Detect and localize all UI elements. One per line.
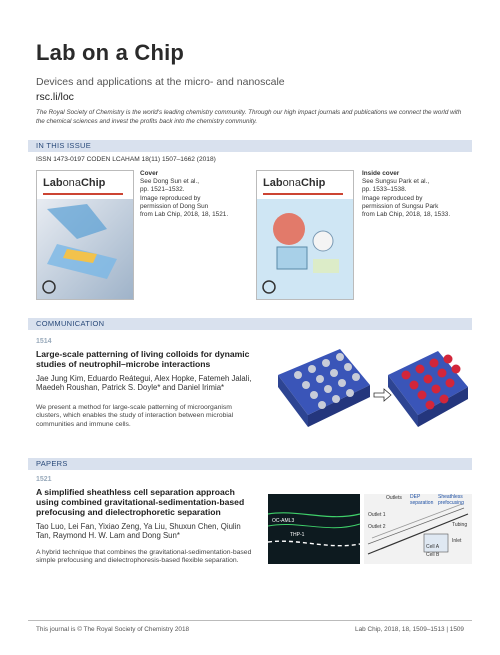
article-title[interactable]: Large-scale patterning of living colloids for dynamic studies of neutrophil–microbe interactions — [36, 349, 250, 370]
cover-tag-stripe — [43, 193, 123, 195]
figure-label: OC-AML3 — [272, 518, 295, 524]
article-abstract: We present a method for large-scale patterning of microorganism clusters, which enables the study of interaction between microbial communities and immune cells. — [36, 404, 234, 428]
article-abstract: A hybrid technique that combines the gravitational-sedimentation-based simple prefocusing and dielectrophoresis-based flexible separation. — [36, 549, 252, 565]
cover-caption-line: See Sungsu Park et al., — [362, 178, 430, 186]
footer-copyright: This journal is © The Royal Society of Chemistry 2018 — [36, 626, 190, 633]
article-page-number: 1514 — [36, 338, 52, 345]
figure-label: Outlet 2 — [368, 524, 386, 530]
inside-cover-label: Inside cover — [362, 170, 400, 177]
figure-label: DEP separation — [410, 494, 434, 506]
cover-artwork — [37, 199, 133, 299]
cover-caption-line: pp. 1533–1538. — [362, 186, 407, 194]
figure-label: Tubing — [452, 522, 468, 528]
figure-label: Cell B — [426, 552, 440, 558]
papers-figure — [268, 494, 472, 564]
figure-label: Inlet — [452, 538, 462, 544]
article-authors: Jae Jung Kim, Eduardo Reátegui, Alex Hopke, Fatemeh Jalali, Maedeh Roushan, Patrick S. Doyle* and Daniel Irimia* — [36, 374, 252, 393]
in-this-issue-bar: IN THIS ISSUE — [28, 140, 472, 152]
cover-image — [36, 170, 134, 300]
papers-bar: PAPERS — [28, 458, 472, 470]
cover-tag-stripe — [263, 193, 343, 195]
article-authors: Tao Luo, Lei Fan, Yixiao Zeng, Ya Liu, Shuxun Chen, Qiulin Tan, Raymond H. W. Lam and Dong Sun* — [36, 522, 241, 541]
cover-caption-line: permission of Sungsu Park — [362, 202, 439, 210]
communication-figure — [270, 345, 470, 440]
journal-subtitle: Devices and applications at the micro- and nanoscale — [36, 76, 285, 88]
footer-rule — [28, 620, 472, 621]
cover-logo: LabonaChip — [263, 177, 326, 189]
cover-caption-line: from Lab Chip, 2018, 18, 1533. — [362, 211, 451, 219]
figure-label: Outlet 1 — [368, 512, 386, 518]
cover-caption-line: See Dong Sun et al., — [140, 178, 199, 186]
figure-label: THP-1 — [290, 532, 305, 538]
figure-label: Cell A — [426, 544, 440, 550]
cover-caption-line: Image reproduced by — [140, 194, 201, 202]
footer-page-ref: Lab Chip, 2018, 18, 1509–1513 | 1509 — [355, 626, 464, 633]
cover-caption-line: Image reproduced by — [362, 194, 423, 202]
rsc-blurb: The Royal Society of Chemistry is the world's leading chemistry community. Through our high impact journals and publications we connect the world with the chemical sciences and invest the profits back into the chemistry community. — [36, 109, 462, 125]
article-title[interactable]: A simplified sheathless cell separation approach using combined gravitational-sedimentation-based prefocusing and dielectrophoretic separation — [36, 487, 245, 518]
cover-label: Cover — [140, 170, 159, 177]
cover-logo: LabonaChip — [43, 177, 106, 189]
cover-caption-line: pp. 1521–1532. — [140, 186, 185, 194]
figure-label: Sheathless prefocusing — [438, 494, 464, 506]
figure-label: Outlets — [386, 495, 402, 501]
issn-line: ISSN 1473-0197 CODEN LCAHAM 18(11) 1507–1662 (2018) — [36, 156, 216, 163]
inside-cover-artwork — [257, 199, 353, 299]
communication-bar: COMMUNICATION — [28, 318, 472, 330]
cover-caption — [140, 170, 228, 219]
journal-title: Lab on a Chip — [36, 40, 185, 65]
cover-caption-line: permission of Dong Sun — [140, 202, 209, 210]
journal-url[interactable]: rsc.li/loc — [36, 91, 74, 103]
inside-cover-caption — [362, 170, 450, 219]
cover-caption-line: from Lab Chip, 2018, 18, 1521. — [140, 211, 229, 219]
inside-cover-image — [256, 170, 354, 300]
article-page-number: 1521 — [36, 476, 52, 483]
